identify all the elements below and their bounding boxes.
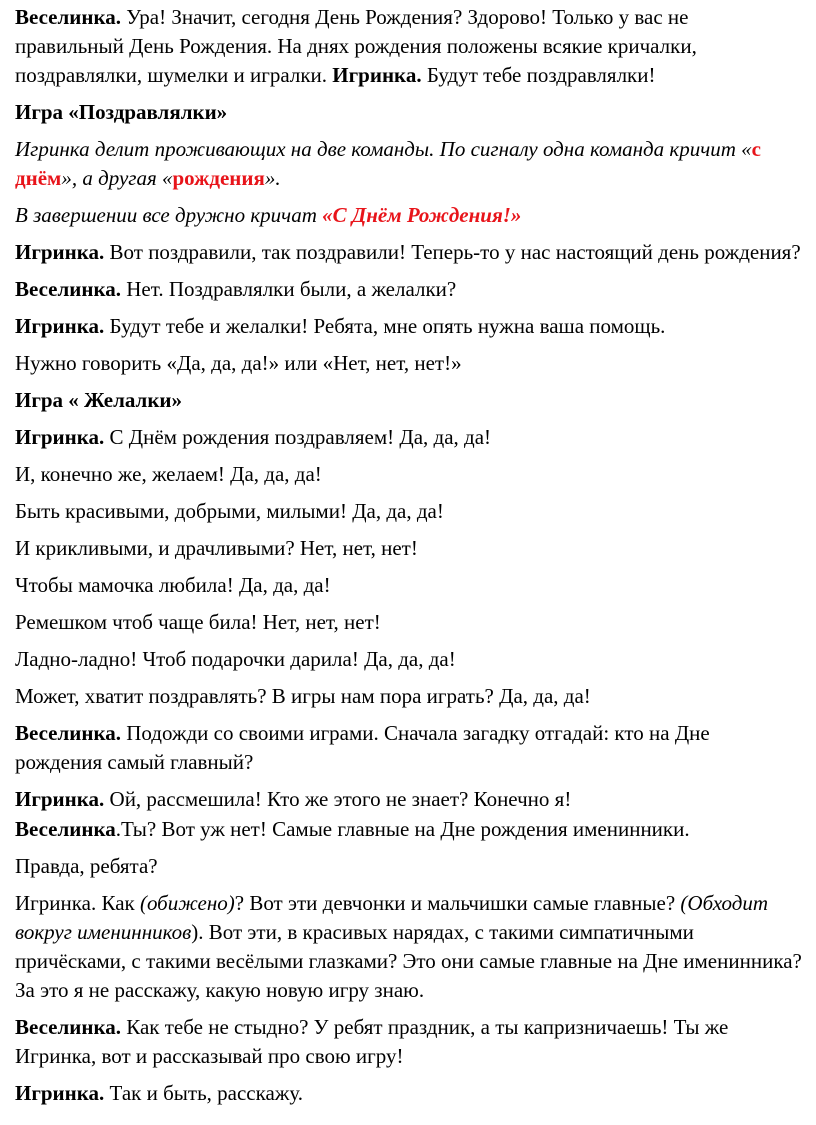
paragraph: Правда, ребята?: [15, 854, 158, 878]
verse-line: Чтобы мамочка любила! Да, да, да!: [15, 573, 331, 597]
verse-line: Быть красивыми, добрыми, милыми! Да, да, да!: [15, 499, 444, 523]
speaker-name: Игринка.: [15, 1081, 105, 1105]
paragraph: [15, 238, 802, 267]
italic-text: Игринка делит проживающих на две команды. По сигналу одна команда кричит «: [15, 137, 752, 161]
italic-text: », а другая «: [61, 166, 173, 190]
game-heading-zhelalki: Игра « Желалки»: [15, 388, 183, 412]
italic-text: (обижено): [139, 891, 235, 915]
paragraph-text: Ура! Значит, сегодня День Рождения? Здорово! Только у вас не правильный День Рождения. На днях рождения положены всякие кричалки, поздравлялки, шумелки и игралки.: [15, 5, 697, 87]
paragraph: [15, 889, 802, 1005]
speaker-name: Веселинка.: [15, 1015, 121, 1039]
paragraph: [15, 275, 802, 304]
paragraph: [15, 719, 802, 777]
italic-text: В завершении все дружно кричат: [15, 203, 323, 227]
paragraph: [15, 1079, 802, 1108]
verse-line: Ладно-ладно! Чтоб подарочки дарила! Да, да, да!: [15, 647, 456, 671]
speaker-name: Игринка.: [15, 425, 105, 449]
stage-direction: [15, 201, 802, 230]
verse-line: И крикливыми, и драчливыми? Нет, нет, нет!: [15, 536, 418, 560]
paragraph: [15, 312, 802, 341]
highlight-text: «С Днём Рождения!»: [322, 203, 522, 227]
speaker-name: Веселинка.: [15, 5, 121, 29]
paragraph-text: Вот поздравили, так поздравили! Теперь-то у нас настоящий день рождения?: [104, 240, 801, 264]
paragraph: Нужно говорить «Да, да, да!» или «Нет, нет, нет!»: [15, 351, 462, 375]
highlight-text: рождения: [172, 166, 265, 190]
verse-line: Ремешком чтоб чаще била! Нет, нет, нет!: [15, 610, 381, 634]
game-heading-pozdravlyalki: Игра «Поздравлялки»: [15, 100, 228, 124]
paragraph-text: Будут тебе и желалки! Ребята, мне опять нужна ваша помощь.: [104, 314, 666, 338]
verse-line: И, конечно же, желаем! Да, да, да!: [15, 462, 322, 486]
speaker-name: Игринка.: [15, 787, 105, 811]
paragraph-text: Подожди со своими играми. Сначала загадку отгадай: кто на Дне рождения самый главный?: [15, 721, 710, 774]
paragraph-text: Как тебе не стыдно? У ребят праздник, а ты капризничаешь! Ты же Игринка, вот и рассказывай про свою игру!: [15, 1015, 729, 1068]
paragraph-text: С Днём рождения поздравляем! Да, да, да!: [104, 425, 492, 449]
paragraph: [15, 815, 802, 844]
italic-text: (Обходит вокруг именинников: [15, 891, 769, 944]
paragraph-text: Нет. Поздравлялки были, а желалки?: [121, 277, 457, 301]
paragraph-1: [15, 3, 802, 90]
paragraph-text: Будут тебе поздравлялки!: [421, 63, 656, 87]
speaker-name: Веселинка.: [15, 277, 121, 301]
speaker-name: Игринка.: [332, 63, 422, 87]
speaker-name: Игринка.: [15, 314, 105, 338]
italic-text: ».: [264, 166, 281, 190]
paragraph-text: Ой, рассмешила! Кто же этого не знает? Конечно я!: [104, 787, 572, 811]
paragraph: [15, 1013, 802, 1071]
paragraph-text: ? Вот эти девчонки и мальчишки самые главные?: [234, 891, 681, 915]
paragraph: [15, 423, 802, 452]
speaker-name: Веселинка: [15, 817, 116, 841]
paragraph-text: .Ты? Вот уж нет! Самые главные на Дне рождения именинники.: [115, 817, 690, 841]
highlight-text: с днём: [15, 137, 761, 190]
paragraph-text: ). Вот эти, в красивых нарядах, с такими симпатичными причёсками, с такими весёлыми глазками? Это они самые главные на Дне именинника? За это я не расскажу, какую новую игру знаю.: [15, 920, 802, 1002]
paragraph-text: Игринка. Как: [15, 891, 140, 915]
speaker-name: Веселинка.: [15, 721, 121, 745]
paragraph: [15, 785, 802, 814]
verse-line: Может, хватит поздравлять? В игры нам пора играть? Да, да, да!: [15, 684, 591, 708]
speaker-name: Игринка.: [15, 240, 105, 264]
paragraph-text: Так и быть, расскажу.: [104, 1081, 303, 1105]
stage-direction: [15, 135, 802, 193]
